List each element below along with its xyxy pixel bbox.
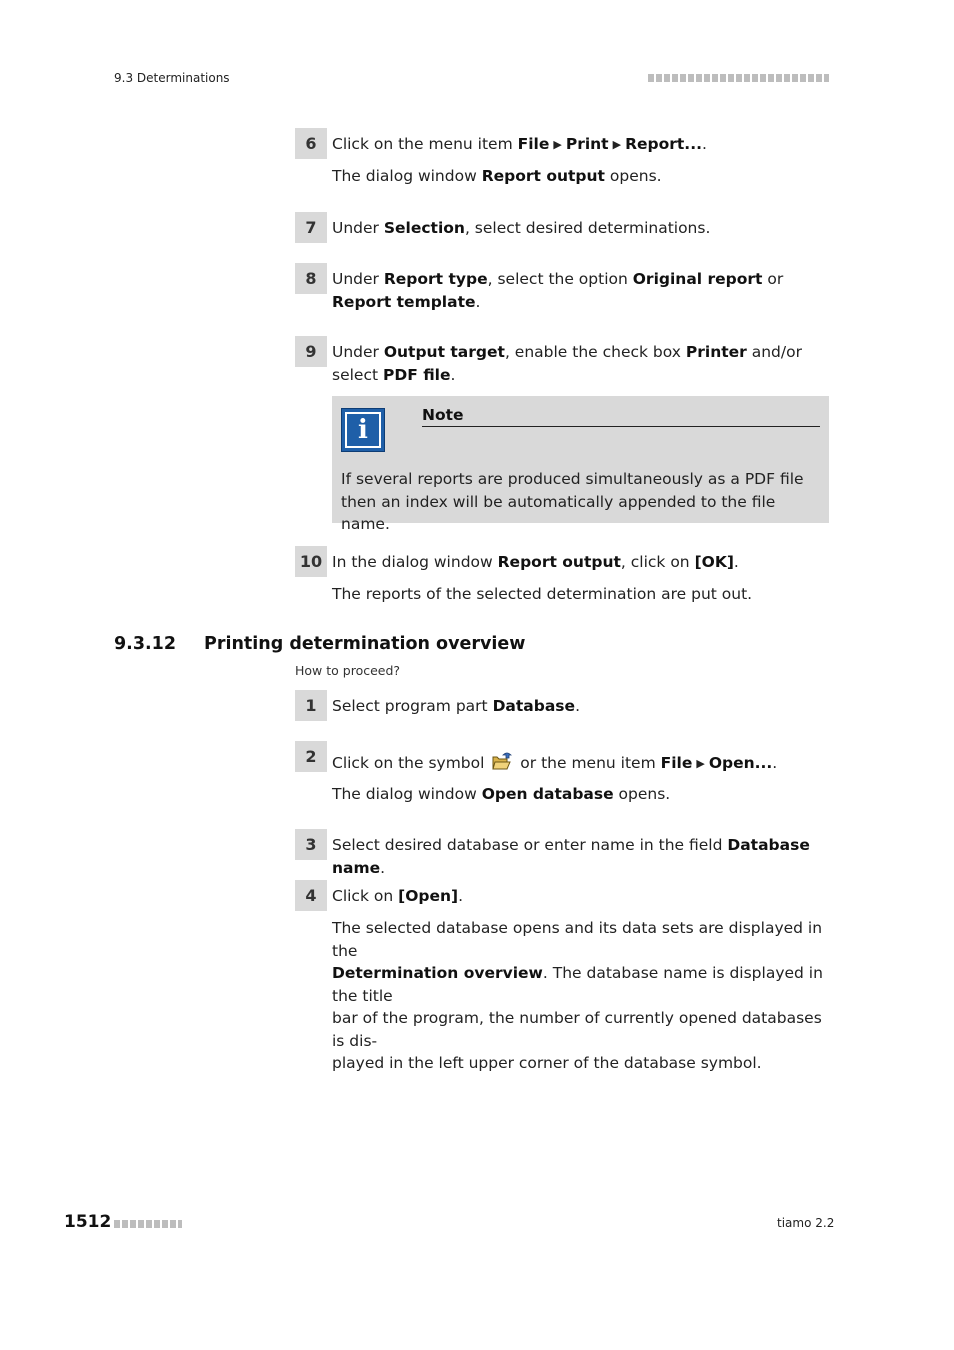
note-title: Note	[422, 406, 820, 427]
open-folder-icon	[491, 751, 513, 778]
note-text: If several reports are produced simultaneously as a PDF file then an index will be automatically appended to the file name.	[341, 470, 804, 533]
step-text: In the dialog window Report output, click on [OK].	[332, 553, 739, 571]
step-number: 9	[295, 336, 327, 367]
step-text: Under Output target, enable the check box Printer and/or select PDF file.	[332, 343, 802, 384]
product-name: tiamo 2.2	[777, 1216, 835, 1230]
section-number: 9.3.12	[114, 634, 177, 654]
step-result: The reports of the selected determination are put out.	[332, 585, 753, 603]
step-number: 2	[295, 741, 327, 772]
step-text: Select desired database or enter name in the field Database name.	[332, 836, 810, 877]
header-decoration	[648, 74, 829, 82]
step-number: 10	[295, 546, 327, 577]
info-icon: i	[341, 408, 385, 452]
step-text: Click on [Open].	[332, 887, 464, 905]
step-result: The dialog window Report output opens.	[332, 167, 662, 185]
section-title: Printing determination overview	[204, 634, 526, 654]
arrow-right-icon: ▶	[612, 138, 622, 151]
page-number: 1512	[64, 1212, 112, 1232]
step-number: 6	[295, 128, 327, 159]
step-number: 1	[295, 690, 327, 721]
step-text: Under Report type, select the option Original report or Report template.	[332, 270, 784, 311]
step-text: Under Selection, select desired determinations.	[332, 219, 711, 237]
step-number: 4	[295, 880, 327, 911]
step-text: Select program part Database.	[332, 697, 580, 715]
running-header: 9.3 Determinations	[114, 71, 230, 85]
step-result: The selected database opens and its data sets are displayed in the Determination overview. The database name is displayed in the title bar of the program, the number of currently opened databases is dis- played in the left upper corner of the database symbol.	[332, 919, 823, 1072]
step-text: Click on the symbol or the menu item File ▶ Open....	[332, 751, 830, 778]
step-number: 7	[295, 212, 327, 243]
footer-decoration	[114, 1220, 182, 1228]
step-number: 3	[295, 829, 327, 860]
step-result: The dialog window Open database opens.	[332, 785, 671, 803]
arrow-right-icon: ▶	[696, 757, 705, 770]
section-intro: How to proceed?	[295, 663, 401, 678]
arrow-right-icon: ▶	[553, 138, 562, 151]
step-text: Click on the menu item File ▶ Print ▶ Report....	[332, 135, 707, 153]
step-number: 8	[295, 263, 327, 294]
